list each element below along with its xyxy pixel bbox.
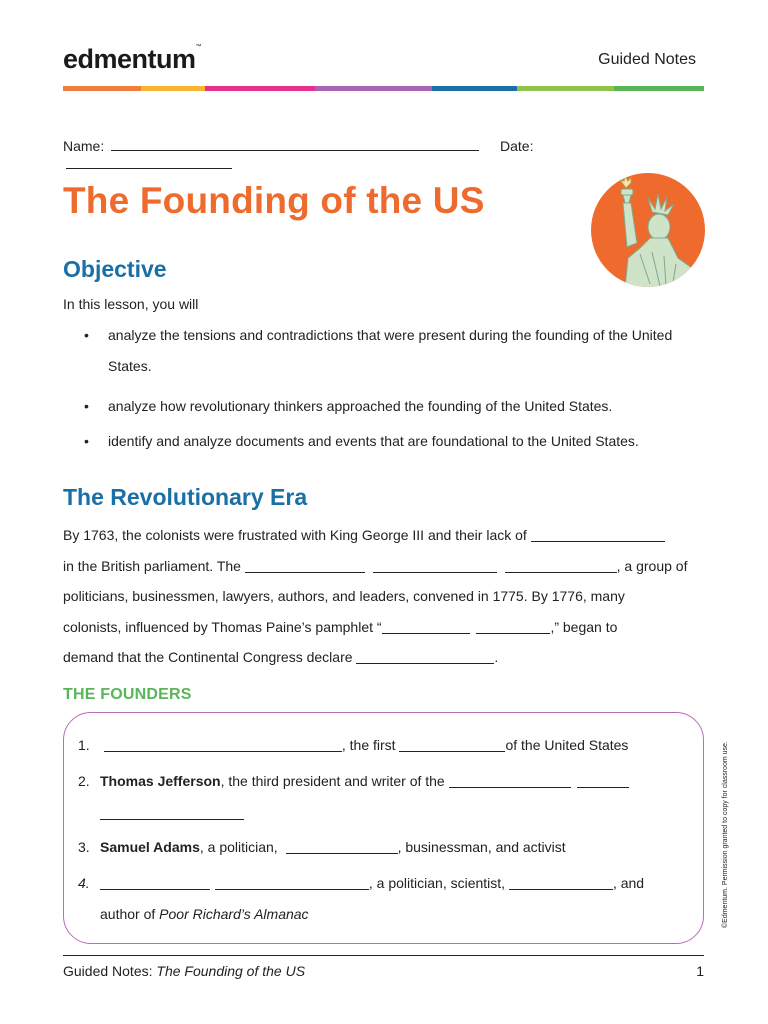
item-number: 3. (78, 839, 90, 855)
color-bar-segment (205, 86, 315, 91)
founder-name: Samuel Adams (100, 839, 200, 855)
name-date-row (63, 136, 705, 156)
paragraph-text: politicians, businessmen, lawyers, authors, and leaders, convened in 1775. By 1776, many (63, 588, 625, 604)
color-bar-segment (63, 86, 141, 91)
founder-item-4 (78, 875, 644, 891)
founder-item-2 (78, 773, 629, 789)
paragraph-text: colonists, influenced by Thomas Paine’s pamphlet “ (63, 618, 382, 635)
color-bar-segment (141, 86, 205, 91)
blank-field[interactable] (286, 840, 398, 854)
blank-field[interactable] (509, 876, 613, 890)
name-field[interactable] (111, 136, 479, 151)
list-item-text: identify and analyze documents and events that are foundational to the United States. (108, 433, 639, 449)
item-number: 2. (78, 773, 90, 789)
blank-field[interactable] (356, 650, 494, 664)
blank-field[interactable] (100, 876, 210, 890)
logo-text: edmentum (63, 44, 196, 74)
item-text: , a politician, (199, 839, 278, 855)
footer-text: Guided Notes: (63, 963, 153, 979)
item-text: of the United States (505, 737, 629, 753)
founder-item-3 (78, 839, 566, 855)
item-text: , businessman, and activist (397, 839, 566, 855)
list-item-text: analyze the tensions and contradictions that were present during the founding of the United States. (108, 327, 673, 374)
founder-item-2-continued (100, 805, 244, 823)
item-number: 1. (78, 737, 90, 753)
blank-field[interactable] (505, 559, 617, 573)
revolutionary-era-heading: The Revolutionary Era (63, 484, 308, 510)
founder-name: Thomas Jefferson (100, 773, 221, 789)
blank-field[interactable] (373, 559, 497, 573)
item-text: , and (612, 875, 645, 891)
color-bar-segment (614, 86, 704, 91)
list-item-text: analyze how revolutionary thinkers approached the founding of the United States. (108, 398, 613, 414)
book-title: Poor Richard’s Almanac (159, 906, 309, 922)
paragraph-text: ,” began to (550, 618, 618, 635)
blank-field[interactable] (449, 774, 571, 788)
bullet-icon: • (84, 433, 89, 449)
bullet-icon: • (84, 398, 89, 414)
footer-label (63, 963, 305, 979)
logo-trademark: ™ (195, 44, 202, 50)
founder-item-4-continued (100, 906, 309, 922)
footer-title: The Founding of the US (156, 963, 306, 979)
item-number: 4. (78, 875, 90, 891)
founder-item-1 (78, 737, 628, 753)
blank-field[interactable] (577, 774, 629, 788)
blank-field[interactable] (382, 620, 470, 634)
paragraph-text: By 1763, the colonists were frustrated with King George III and their lack of (63, 527, 527, 543)
date-label: Date: (500, 138, 534, 154)
blank-field[interactable] (215, 876, 369, 890)
objective-intro: In this lesson, you will (63, 296, 199, 312)
blank-field[interactable] (399, 738, 505, 752)
page-title: The Founding of the US (63, 180, 485, 221)
header-color-bar (63, 86, 704, 91)
founders-heading: THE FOUNDERS (63, 686, 192, 703)
objective-heading: Objective (63, 256, 167, 282)
blank-field[interactable] (100, 806, 244, 820)
bullet-icon: • (84, 327, 89, 343)
blank-field[interactable] (531, 528, 665, 542)
item-text: , a politician, scientist, (368, 875, 506, 891)
copyright-notice: ©Edmentum. Permission granted to copy for classroom use. (722, 741, 729, 928)
revolutionary-era-paragraph (63, 520, 708, 673)
edmentum-logo (63, 44, 201, 75)
color-bar-segment (432, 86, 517, 91)
blank-field[interactable] (476, 620, 550, 634)
paragraph-text: demand that the Continental Congress declare (63, 649, 353, 665)
name-label: Name: (63, 138, 105, 154)
footer-divider (63, 955, 704, 956)
doc-type-label: Guided Notes (598, 51, 696, 68)
color-bar-segment (517, 86, 614, 91)
page-number: 1 (696, 963, 704, 979)
statue-of-liberty-icon (590, 172, 706, 288)
paragraph-text: . (494, 649, 499, 665)
color-bar-segment (315, 86, 432, 91)
paragraph-text: , a group of (616, 557, 688, 574)
item-text: , the first (341, 737, 396, 753)
item-text: author of (100, 906, 156, 922)
date-field[interactable] (66, 154, 232, 169)
item-text: , the third president and writer of the (220, 773, 445, 789)
blank-field[interactable] (245, 559, 365, 573)
blank-field[interactable] (104, 738, 342, 752)
paragraph-text: in the British parliament. The (63, 557, 241, 574)
